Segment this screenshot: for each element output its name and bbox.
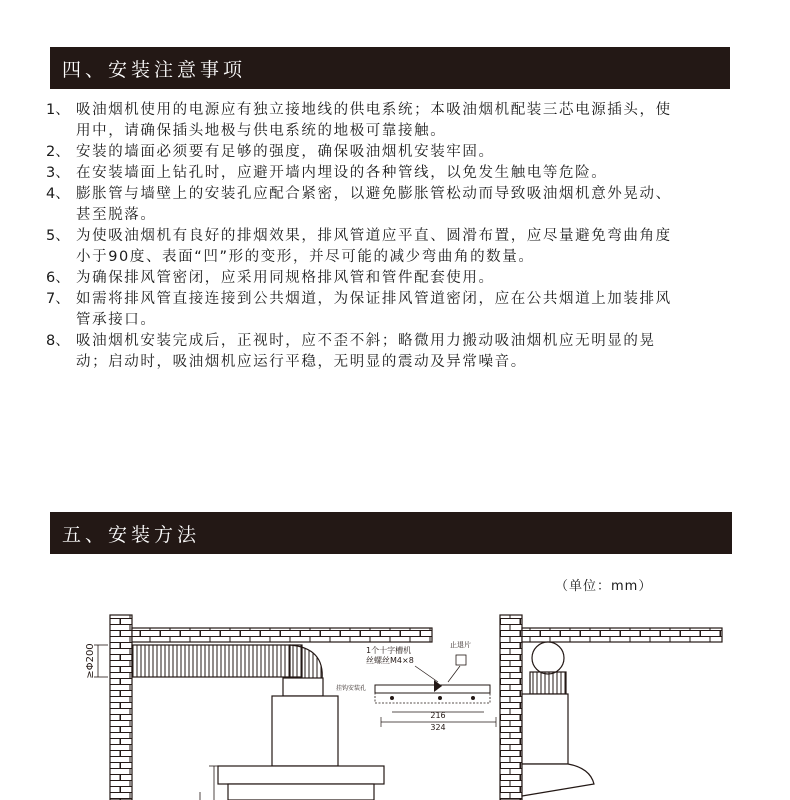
installation-diagram [0,600,790,800]
item-number: 4、 [46,186,70,202]
side-view [500,615,722,800]
dimension-324: 324 [430,723,446,732]
list-item [46,184,676,226]
hood-canopy [218,766,384,784]
list-item [46,268,676,289]
item-number: 7、 [46,291,70,307]
item-number: 3、 [46,165,70,181]
item-text: 安装的墙面必须要有足够的强度，确保吸油烟机安装牢固。 [76,144,495,160]
item-number: 8、 [46,333,70,349]
bracket-hole-label: 挂钩安装孔 [336,685,367,692]
list-item [46,163,676,184]
side-canopy [522,764,594,796]
exhaust-duct [132,645,302,677]
ceiling [132,628,432,642]
list-item [46,226,676,268]
stop-washer-label: 止退片 [450,641,471,649]
item-text: 吸油烟机使用的电源应有独立接地线的供电系统；本吸油烟机配装三芯电源插头，使用中，请确保插头地极与供电系统的地极可靠接触。 [76,102,672,139]
side-chimney [522,694,568,764]
mounting-bracket [375,685,490,693]
side-duct [530,672,566,694]
section-title: 五、安装方法 [62,523,201,546]
hood-body [228,784,374,800]
section-heading-installation [50,512,732,554]
stop-washer-icon [456,655,466,665]
hood-chimney [272,696,338,766]
item-text: 如需将排风管直接连接到公共烟道，为保证排风管道密闭，应在公共烟道上加装排风管承接口。 [76,291,672,328]
list-item [46,331,676,373]
item-number: 1、 [46,102,70,118]
item-text: 为确保排风管密闭，应采用同规格排风管和管件配套使用。 [76,270,495,286]
screw-label-line2: 丝螺丝M4×8 [366,656,414,665]
section-title: 四、安装注意事项 [62,58,247,81]
section-heading-precautions [50,47,730,89]
duct-connector [283,678,323,696]
item-number: 2、 [46,144,70,160]
item-text: 在安装墙面上钻孔时，应避开墙内埋设的各种管线，以免发生触电等危险。 [76,165,608,181]
duct-diameter-label: ≥Φ200 [85,643,96,679]
item-text: 为使吸油烟机有良好的排烟效果，排风管道应平直、圆滑布置，应尽量避免弯曲角度小于90度、表面“凹”形的变形，并尽可能的减少弯曲角的数量。 [76,228,672,265]
list-item [46,289,676,331]
item-text: 膨胀管与墙壁上的安装孔应配合紧密，以避免膨胀管松动而导致吸油烟机意外晃动、甚至脱落。 [76,186,672,223]
wall [110,615,132,800]
item-number: 5、 [46,228,70,244]
side-ceiling [522,628,722,642]
list-item [46,100,676,142]
bracket-detail [336,640,496,732]
precautions-list [46,100,676,373]
side-wall [500,615,522,800]
item-number: 6、 [46,270,70,286]
item-text: 吸油烟机安装完成后，正视时，应不歪不斜；略微用力搬动吸油烟机应无明显的晃动；启动时，吸油烟机应运行平稳，无明显的震动及异常噪音。 [76,333,656,370]
duct-section [532,642,564,674]
dimension-216: 216 [430,711,446,720]
list-item [46,142,676,163]
unit-note: （单位：mm） [555,579,653,594]
front-view [85,615,432,800]
screw-label-line1: 1个十字槽机 [366,646,412,655]
